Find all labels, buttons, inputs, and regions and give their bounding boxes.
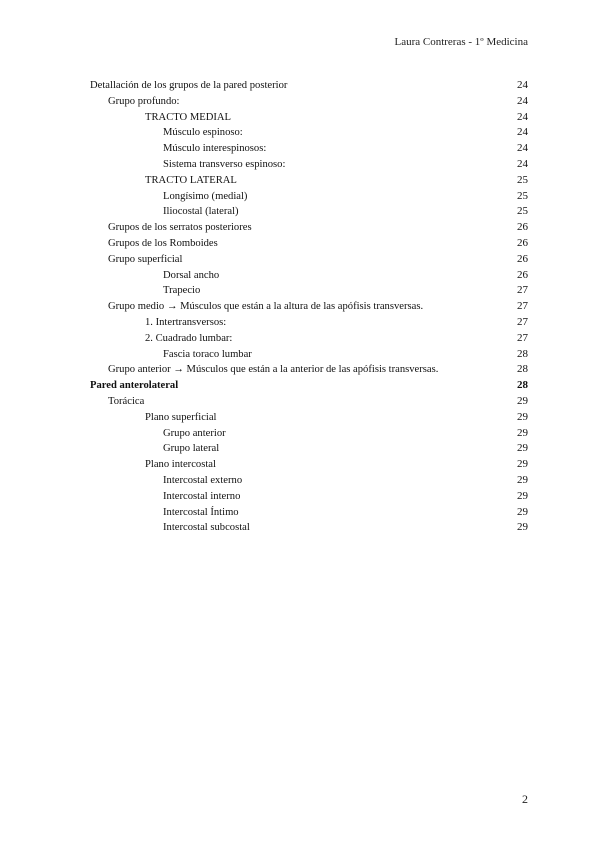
toc-entry-page: 29 bbox=[517, 489, 528, 502]
toc-entry[interactable] bbox=[90, 378, 528, 394]
toc-entry-title: Grupo superficial bbox=[108, 253, 183, 265]
toc-entry-title: Grupo medio → Músculos que están a la altura de las apófisis transversas. bbox=[108, 301, 424, 313]
toc-entry[interactable] bbox=[90, 236, 528, 252]
toc-entry-title: Músculo interespinosos: bbox=[163, 143, 267, 155]
toc-entry-title: Plano intercostal bbox=[145, 459, 216, 471]
toc-entry-title: Dorsal ancho bbox=[163, 269, 220, 281]
toc-entry-title: Grupos de los Romboides bbox=[108, 237, 218, 249]
toc-entry-title: Grupo anterior → Músculos que están a la anterior de las apófisis transversas. bbox=[108, 364, 439, 376]
toc-entry[interactable] bbox=[90, 520, 528, 536]
table-of-contents bbox=[90, 78, 528, 536]
toc-entry-page: 24 bbox=[517, 126, 528, 139]
toc-entry[interactable] bbox=[90, 268, 528, 284]
toc-entry-title: Torácica bbox=[108, 395, 145, 407]
toc-entry-page: 27 bbox=[517, 284, 528, 297]
toc-entry-title: Longísimo (medial) bbox=[163, 190, 248, 202]
toc-entry[interactable] bbox=[90, 125, 528, 141]
page-number: 2 bbox=[522, 792, 528, 806]
toc-entry-page: 28 bbox=[517, 347, 528, 360]
toc-entry-page: 29 bbox=[517, 458, 528, 471]
toc-entry-title: Fascia toraco lumbar bbox=[163, 348, 252, 360]
toc-entry-page: 25 bbox=[517, 205, 528, 218]
toc-entry-title: Músculo espinoso: bbox=[163, 127, 243, 139]
toc-entry[interactable] bbox=[90, 189, 528, 205]
toc-entry[interactable] bbox=[90, 94, 528, 110]
toc-entry-title: Grupo anterior bbox=[163, 427, 226, 439]
toc-entry-title: 1. Intertransversos: bbox=[145, 316, 227, 328]
toc-entry-page: 26 bbox=[517, 268, 528, 281]
toc-entry-title: Grupos de los serratos posteriores bbox=[108, 222, 252, 234]
toc-entry-title: TRACTO LATERAL bbox=[145, 174, 237, 186]
toc-entry-page: 26 bbox=[517, 221, 528, 234]
toc-entry-page: 29 bbox=[517, 521, 528, 534]
toc-entry-page: 29 bbox=[517, 473, 528, 486]
toc-entry[interactable] bbox=[90, 426, 528, 442]
toc-entry[interactable] bbox=[90, 78, 528, 94]
page-header: Laura Contreras - 1º Medicina bbox=[394, 36, 528, 48]
toc-entry[interactable] bbox=[90, 331, 528, 347]
toc-entry[interactable] bbox=[90, 410, 528, 426]
toc-entry-page: 26 bbox=[517, 236, 528, 249]
toc-entry-page: 26 bbox=[517, 252, 528, 265]
toc-entry[interactable] bbox=[90, 157, 528, 173]
toc-entry[interactable] bbox=[90, 252, 528, 268]
toc-entry-page: 29 bbox=[517, 410, 528, 423]
toc-entry-title: Intercostal externo bbox=[163, 474, 243, 486]
toc-entry-title: Detallación de los grupos de la pared posterior bbox=[90, 80, 288, 91]
toc-entry-page: 27 bbox=[517, 300, 528, 313]
toc-entry[interactable] bbox=[90, 441, 528, 457]
toc-entry-page: 29 bbox=[517, 505, 528, 518]
toc-entry-title: Intercostal Íntimo bbox=[163, 506, 239, 518]
toc-entry-page: 27 bbox=[517, 315, 528, 328]
toc-entry-page: 28 bbox=[517, 363, 528, 376]
toc-entry-page: 24 bbox=[517, 94, 528, 107]
toc-entry-page: 24 bbox=[517, 157, 528, 170]
toc-entry[interactable] bbox=[90, 473, 528, 489]
toc-entry[interactable] bbox=[90, 489, 528, 505]
toc-entry-page: 25 bbox=[517, 173, 528, 186]
toc-entry[interactable] bbox=[90, 347, 528, 363]
toc-entry[interactable] bbox=[90, 299, 528, 315]
toc-entry-title: Intercostal interno bbox=[163, 490, 241, 502]
toc-entry-title: Grupo profundo: bbox=[108, 95, 180, 107]
toc-entry[interactable] bbox=[90, 110, 528, 126]
toc-entry-page: 24 bbox=[517, 142, 528, 155]
toc-entry-title: Iliocostal (lateral) bbox=[163, 206, 239, 218]
toc-entry-page: 27 bbox=[517, 331, 528, 344]
toc-entry-title: Pared anterolateral bbox=[90, 380, 179, 392]
toc-entry[interactable] bbox=[90, 505, 528, 521]
toc-entry[interactable] bbox=[90, 173, 528, 189]
toc-entry-title: Grupo lateral bbox=[163, 443, 220, 455]
toc-entry[interactable] bbox=[90, 204, 528, 220]
toc-entry-page: 29 bbox=[517, 394, 528, 407]
toc-entry-title: Plano superficial bbox=[145, 411, 217, 423]
toc-entry-page: 25 bbox=[517, 189, 528, 202]
toc-entry-title: Intercostal subcostal bbox=[163, 522, 250, 534]
toc-entry-page: 29 bbox=[517, 442, 528, 455]
toc-entry-page: 24 bbox=[517, 79, 528, 91]
toc-entry-page: 24 bbox=[517, 110, 528, 123]
toc-entry[interactable] bbox=[90, 362, 528, 378]
toc-entry-title: 2. Cuadrado lumbar: bbox=[145, 332, 233, 344]
toc-entry-page: 29 bbox=[517, 426, 528, 439]
toc-entry-title: Trapecio bbox=[163, 285, 201, 297]
toc-entry[interactable] bbox=[90, 457, 528, 473]
toc-entry[interactable] bbox=[90, 141, 528, 157]
toc-entry-title: TRACTO MEDIAL bbox=[145, 111, 232, 123]
toc-entry[interactable] bbox=[90, 394, 528, 410]
toc-entry[interactable] bbox=[90, 220, 528, 236]
toc-entry[interactable] bbox=[90, 283, 528, 299]
toc-entry-page: 28 bbox=[517, 379, 528, 392]
toc-entry-title: Sistema transverso espinoso: bbox=[163, 158, 286, 170]
toc-entry[interactable] bbox=[90, 315, 528, 331]
